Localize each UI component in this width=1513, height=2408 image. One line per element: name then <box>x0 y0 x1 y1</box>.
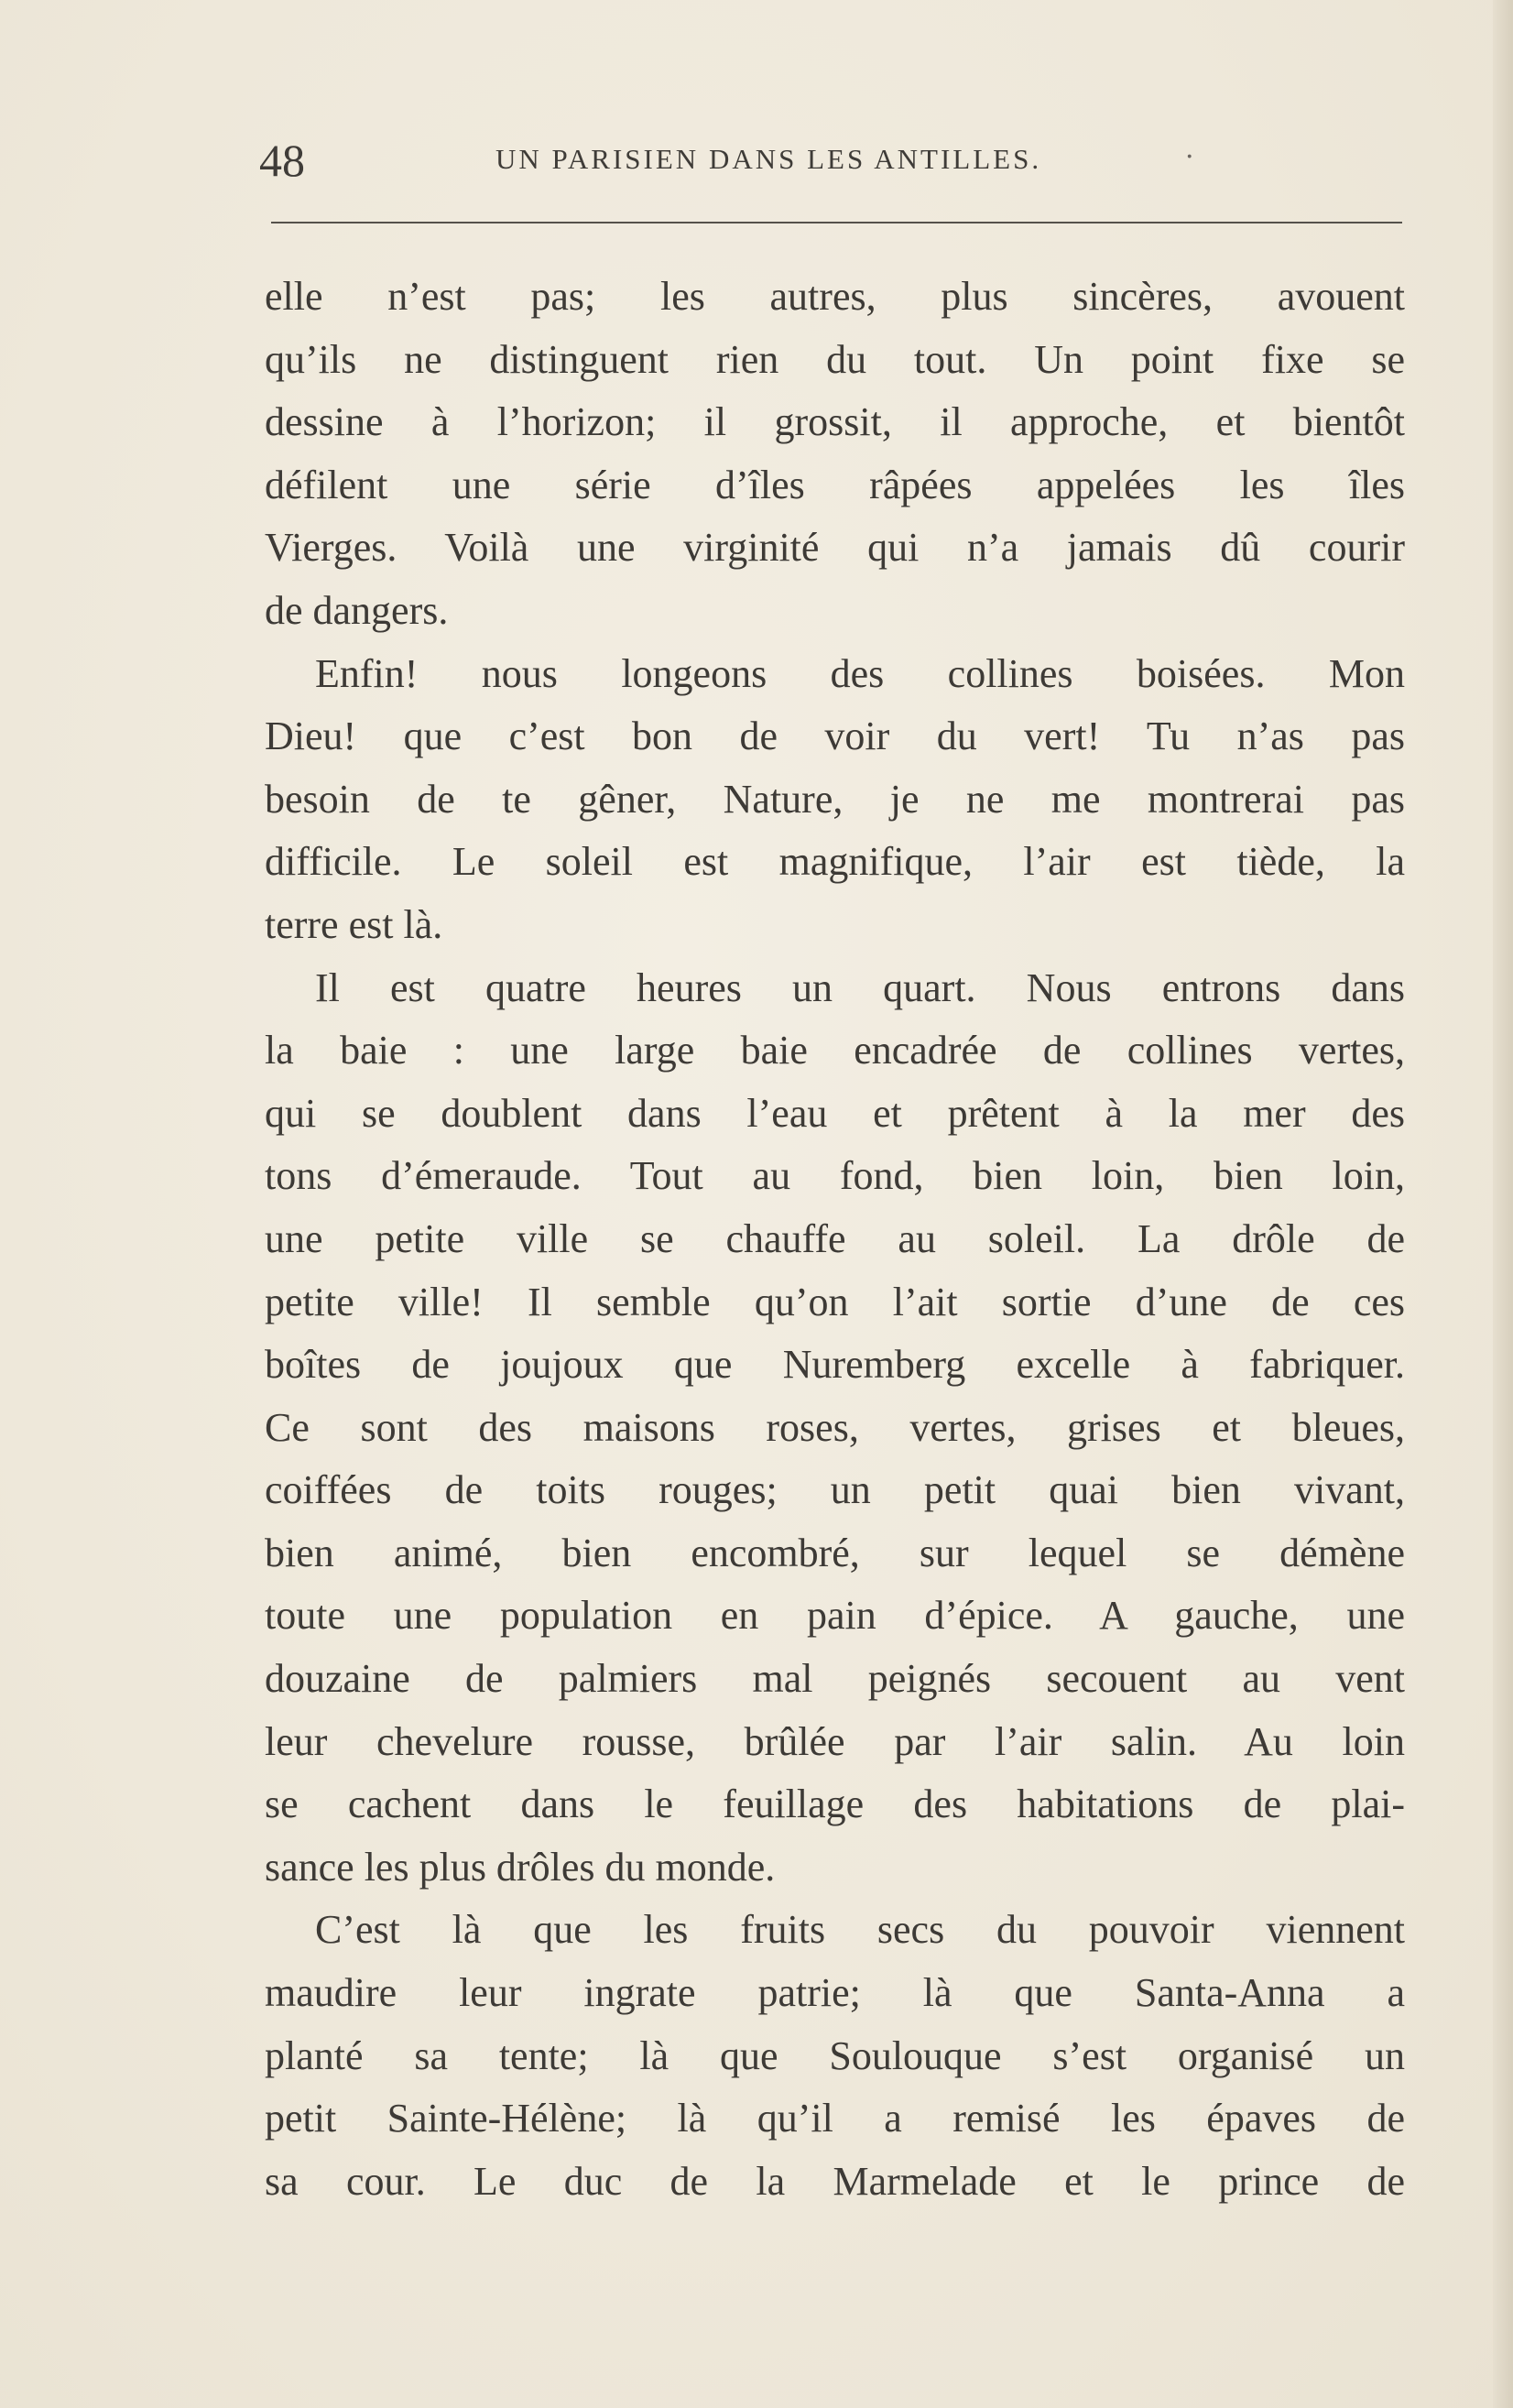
running-title: UN PARISIEN DANS LES ANTILLES. <box>495 143 1042 175</box>
text-line: la baie : une large baie encadrée de collines vertes, <box>265 1028 1405 1073</box>
header-mark: · <box>1185 141 1194 173</box>
text-line: toute une population en pain d’épice. A gauche, une <box>265 1593 1405 1639</box>
running-head <box>259 126 1409 200</box>
body-text <box>265 266 1405 2213</box>
text-line: bien animé, bien encombré, sur lequel se démène <box>265 1530 1405 1575</box>
text-line: de dangers. <box>265 587 449 633</box>
text-line: se cachent dans le feuillage des habitations de plai- <box>265 1781 1405 1827</box>
text-line: planté sa tente; là que Soulouque s’est organisé un <box>265 2032 1405 2078</box>
text-line: Enfin! nous longeons des collines boisées. Mon <box>315 650 1405 696</box>
text-line: tons d’émeraude. Tout au fond, bien loin, bien loin, <box>265 1153 1405 1199</box>
text-line: coiffées de toits rouges; un petit quai bien vivant, <box>265 1467 1405 1513</box>
text-line: petit Sainte-Hélène; là qu’il a remisé les épaves de <box>265 2096 1405 2141</box>
text-line: maudire leur ingrate patrie; là que Santa-Anna a <box>265 1970 1405 2016</box>
text-line: dessine à l’horizon; il grossit, il approche, et bientôt <box>265 399 1405 445</box>
text-line: une petite ville se chauffe au soleil. La drôle de <box>265 1215 1405 1261</box>
text-line: Vierges. Voilà une virginité qui n’a jamais dû courir <box>265 525 1405 571</box>
text-line: terre est là. <box>265 901 443 947</box>
header-rule <box>271 222 1402 223</box>
text-line: Il est quatre heures un quart. Nous entrons dans <box>315 964 1405 1010</box>
text-line: douzaine de palmiers mal peignés secouent au vent <box>265 1656 1405 1702</box>
text-line: besoin de te gêner, Nature, je ne me montrerai pas <box>265 776 1405 822</box>
text-line: qu’ils ne distinguent rien du tout. Un point fixe se <box>265 336 1405 382</box>
text-line: petite ville! Il semble qu’on l’ait sortie d’une de ces <box>265 1279 1405 1324</box>
text-line: défilent une série d’îles râpées appelées les îles <box>265 462 1405 507</box>
text-line: sa cour. Le duc de la Marmelade et le prince de <box>265 2158 1405 2204</box>
text-line: sance les plus drôles du monde. <box>265 1844 776 1890</box>
text-line: difficile. Le soleil est magnifique, l’air est tiède, la <box>265 839 1405 885</box>
text-line: Dieu! que c’est bon de voir du vert! Tu n’as pas <box>265 714 1405 759</box>
page-number: 48 <box>259 135 305 186</box>
text-line: leur chevelure rousse, brûlée par l’air salin. Au loin <box>265 1718 1405 1764</box>
text-line: elle n’est pas; les autres, plus sincères, avouent <box>265 274 1405 319</box>
text-line: boîtes de joujoux que Nuremberg excelle à fabriquer. <box>265 1342 1405 1388</box>
page-edge <box>1493 0 1513 2408</box>
text-line: qui se doublent dans l’eau et prêtent à la mer des <box>265 1090 1405 1136</box>
text-line: C’est là que les fruits secs du pouvoir viennent <box>315 1907 1405 1953</box>
text-line: Ce sont des maisons roses, vertes, grises et bleues, <box>265 1404 1405 1450</box>
